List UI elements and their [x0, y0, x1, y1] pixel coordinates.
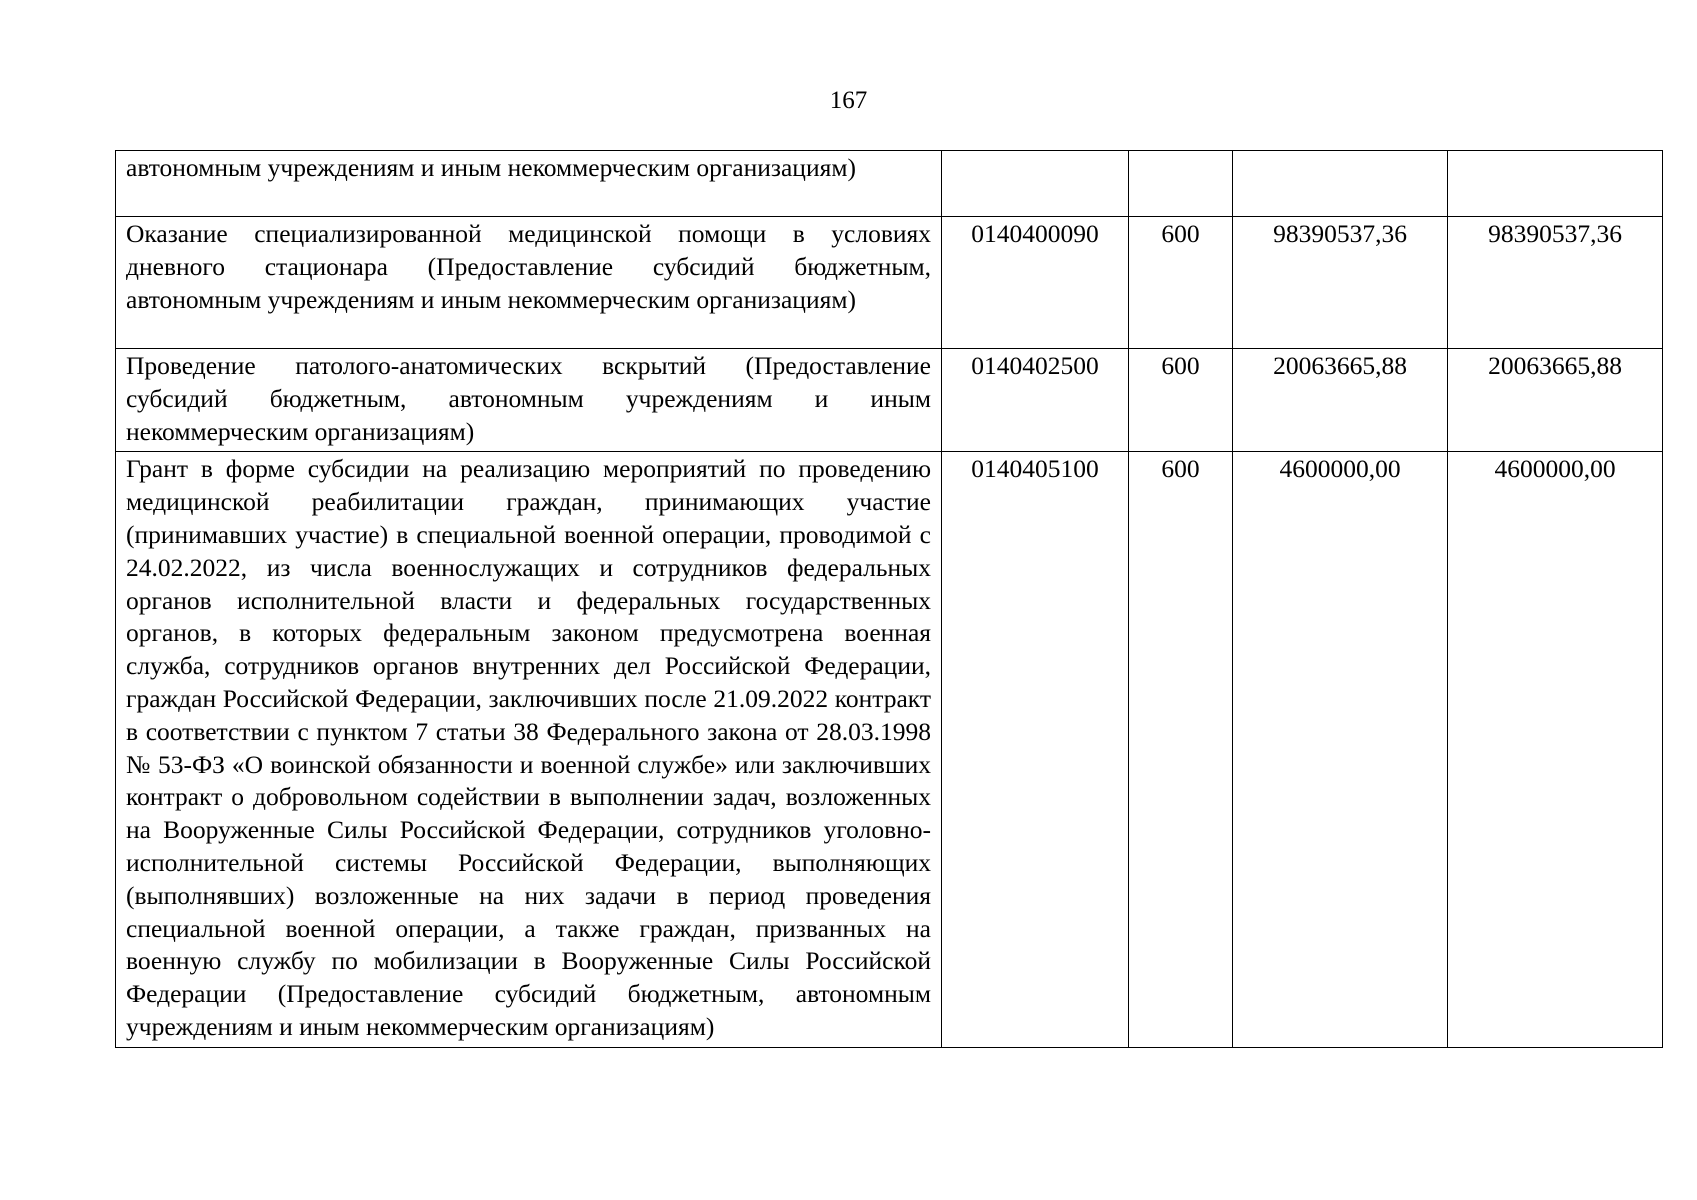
page-number: 167: [829, 87, 868, 114]
row-expense-type: 600: [1129, 217, 1233, 349]
row-code: 0140405100: [942, 452, 1129, 1047]
row-amount-2: 20063665,88: [1448, 349, 1663, 452]
row-code: 0140402500: [942, 349, 1129, 452]
table-row: [116, 151, 1663, 217]
row-code: 0140400090: [942, 217, 1129, 349]
row-description: Проведение патолого-анатомических вскрытий (Предоставление субсидий бюджетным, автономным учреждениям и иным некоммерческим организациям): [116, 349, 942, 452]
table-row: [116, 217, 1663, 349]
table-row: [116, 349, 1663, 452]
row-amount-1: 98390537,36: [1233, 217, 1448, 349]
budget-table: [115, 150, 1663, 1048]
table-row: [116, 452, 1663, 1047]
row-description: Оказание специализированной медицинской помощи в условиях дневного стационара (Предоставление субсидий бюджетным, автономным учреждениям и иным некоммерческим организациям): [116, 217, 942, 349]
row-amount-2: [1448, 151, 1663, 217]
row-expense-type: [1129, 151, 1233, 217]
row-amount-2: 4600000,00: [1448, 452, 1663, 1047]
row-description: автономным учреждениям и иным некоммерческим организациям): [116, 151, 942, 217]
row-amount-1: 4600000,00: [1233, 452, 1448, 1047]
row-expense-type: 600: [1129, 452, 1233, 1047]
row-expense-type: 600: [1129, 349, 1233, 452]
row-code: [942, 151, 1129, 217]
row-amount-2: 98390537,36: [1448, 217, 1663, 349]
row-amount-1: 20063665,88: [1233, 349, 1448, 452]
row-description: Грант в форме субсидии на реализацию мероприятий по проведению медицинской реабилитации граждан, принимающих участие (принимавших участие) в специальной военной операции, проводимой с 24.02.2022, из числа военнослужащих и сотрудников федеральных органов исполнительной власти и федеральных государственных органов, в которых федеральным законом предусмотрена военная служба, сотрудников органов внутренних дел Российской Федерации, граждан Российской Федерации, заключивших после 21.09.2022 контракт в соответствии с пунктом 7 статьи 38 Федерального закона от 28.03.1998 № 53-ФЗ «О воинской обязанности и военной службе» или заключивших контракт о добровольном содействии в выполнении задач, возложенных на Вооруженные Силы Российской Федерации, сотрудников уголовно-исполнительной системы Российской Федерации, выполняющих (выполнявших) возложенные на них задачи в период проведения специальной военной операции, а также граждан, призванных на военную службу по мобилизации в Вооруженные Силы Российской Федерации (Предоставление субсидий бюджетным, автономным учреждениям и иным некоммерческим организациям): [116, 452, 942, 1047]
row-amount-1: [1233, 151, 1448, 217]
